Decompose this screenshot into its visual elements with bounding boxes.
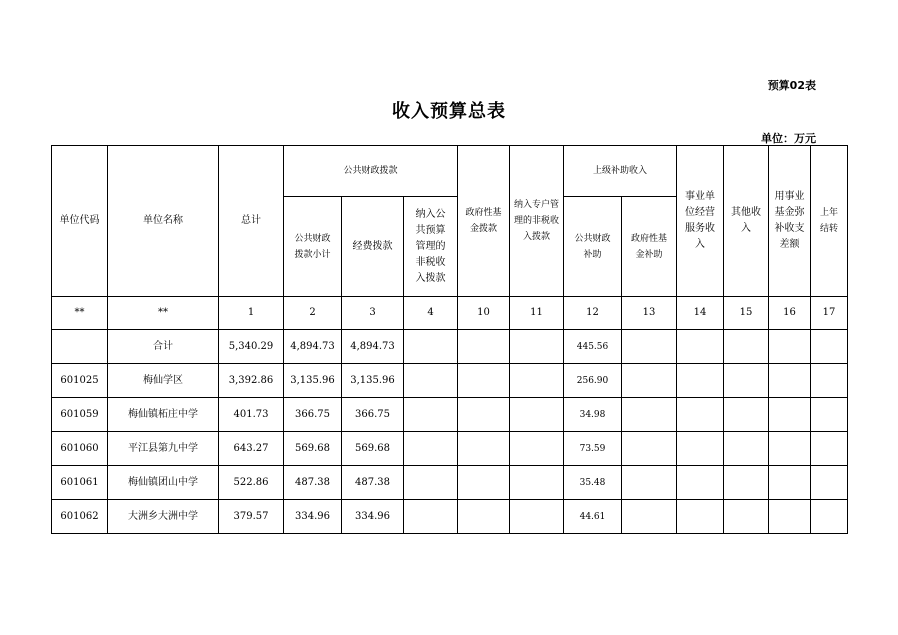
empty-cell [769, 466, 811, 500]
table-row [52, 466, 848, 500]
subtotal-value: 366.75 [284, 398, 342, 432]
empty-cell [811, 432, 848, 466]
table-row [52, 398, 848, 432]
empty-cell [677, 398, 724, 432]
empty-cell [724, 500, 769, 534]
header-business-service: 事业单位经营服务收入 [677, 146, 724, 297]
unit-code: 601060 [52, 432, 108, 466]
empty-cell [724, 466, 769, 500]
empty-cell [622, 398, 677, 432]
index-cell: 15 [724, 297, 769, 330]
header-non-tax: 纳入公共预算管理的非税收入拨款 [404, 197, 458, 297]
empty-cell [724, 398, 769, 432]
header-unit-code: 单位代码 [52, 146, 108, 297]
empty-cell [510, 500, 564, 534]
empty-cell [769, 330, 811, 364]
header-special-non-tax: 纳入专户管理的非税收入拨款 [510, 146, 564, 297]
income-budget-table [51, 145, 848, 534]
empty-cell [811, 330, 848, 364]
subtotal-value: 334.96 [284, 500, 342, 534]
subtotal-value: 4,894.73 [284, 330, 342, 364]
unit-name: 合计 [108, 330, 219, 364]
index-cell: 14 [677, 297, 724, 330]
index-cell: 17 [811, 297, 848, 330]
fund-value: 487.38 [342, 466, 404, 500]
empty-cell [458, 330, 510, 364]
empty-cell [510, 364, 564, 398]
empty-cell [811, 466, 848, 500]
empty-cell [458, 500, 510, 534]
index-cell: 10 [458, 297, 510, 330]
subtotal-value: 569.68 [284, 432, 342, 466]
fund-value: 3,135.96 [342, 364, 404, 398]
unit-label: 单位：万元 [761, 132, 816, 145]
superior-public-value: 256.90 [564, 364, 622, 398]
empty-cell [677, 466, 724, 500]
header-prior-year: 上年结转 [811, 146, 848, 297]
empty-cell [622, 466, 677, 500]
empty-cell [404, 500, 458, 534]
index-cell: 4 [404, 297, 458, 330]
header-fund-balance: 用事业基金弥补收支差额 [769, 146, 811, 297]
unit-name: 梅仙学区 [108, 364, 219, 398]
table-row [52, 330, 848, 364]
empty-cell [622, 432, 677, 466]
superior-public-value: 445.56 [564, 330, 622, 364]
index-cell: 16 [769, 297, 811, 330]
empty-cell [458, 466, 510, 500]
header-public-finance: 公共财政拨款 [284, 146, 458, 197]
total-value: 3,392.86 [219, 364, 284, 398]
empty-cell [458, 398, 510, 432]
fund-value: 334.96 [342, 500, 404, 534]
index-cell: 13 [622, 297, 677, 330]
index-cell: 11 [510, 297, 564, 330]
unit-code: 601061 [52, 466, 108, 500]
header-public-finance-subtotal: 公共财政拨款小计 [284, 197, 342, 297]
total-value: 401.73 [219, 398, 284, 432]
empty-cell [404, 398, 458, 432]
empty-cell [458, 432, 510, 466]
empty-cell [811, 398, 848, 432]
empty-cell [622, 330, 677, 364]
empty-cell [677, 500, 724, 534]
table-row [52, 500, 848, 534]
superior-public-value: 44.61 [564, 500, 622, 534]
unit-name: 大洲乡大洲中学 [108, 500, 219, 534]
unit-code: 601059 [52, 398, 108, 432]
index-cell: ** [108, 297, 219, 330]
fund-value: 569.68 [342, 432, 404, 466]
unit-code: 601025 [52, 364, 108, 398]
empty-cell [769, 398, 811, 432]
empty-cell [677, 364, 724, 398]
table-row [52, 364, 848, 398]
subtotal-value: 487.38 [284, 466, 342, 500]
unit-name: 梅仙镇柘庄中学 [108, 398, 219, 432]
empty-cell [811, 500, 848, 534]
table-row [52, 432, 848, 466]
index-cell: 1 [219, 297, 284, 330]
empty-cell [510, 432, 564, 466]
superior-public-value: 34.98 [564, 398, 622, 432]
empty-cell [510, 398, 564, 432]
unit-name: 梅仙镇团山中学 [108, 466, 219, 500]
empty-cell [404, 432, 458, 466]
unit-code: 601062 [52, 500, 108, 534]
empty-cell [769, 432, 811, 466]
unit-name: 平江县第九中学 [108, 432, 219, 466]
empty-cell [724, 330, 769, 364]
empty-cell [811, 364, 848, 398]
total-value: 643.27 [219, 432, 284, 466]
fund-value: 366.75 [342, 398, 404, 432]
header-total: 总计 [219, 146, 284, 297]
index-cell: 3 [342, 297, 404, 330]
header-superior-public: 公共财政补助 [564, 197, 622, 297]
index-cell: 12 [564, 297, 622, 330]
empty-cell [404, 330, 458, 364]
empty-cell [769, 500, 811, 534]
total-value: 379.57 [219, 500, 284, 534]
subtotal-value: 3,135.96 [284, 364, 342, 398]
empty-cell [510, 466, 564, 500]
header-gov-fund: 政府性基金拨款 [458, 146, 510, 297]
empty-cell [677, 330, 724, 364]
header-superior-subsidy: 上级补助收入 [564, 146, 677, 197]
empty-cell [724, 364, 769, 398]
header-fund: 经费拨款 [342, 197, 404, 297]
page-title: 收入预算总表 [392, 101, 506, 122]
superior-public-value: 73.59 [564, 432, 622, 466]
header-other-income: 其他收入 [724, 146, 769, 297]
empty-cell [404, 466, 458, 500]
empty-cell [622, 500, 677, 534]
empty-cell [622, 364, 677, 398]
total-value: 522.86 [219, 466, 284, 500]
form-number: 预算02表 [767, 79, 816, 92]
empty-cell [677, 432, 724, 466]
header-unit-name: 单位名称 [108, 146, 219, 297]
header-superior-gov-fund: 政府性基金补助 [622, 197, 677, 297]
superior-public-value: 35.48 [564, 466, 622, 500]
empty-cell [724, 432, 769, 466]
total-value: 5,340.29 [219, 330, 284, 364]
fund-value: 4,894.73 [342, 330, 404, 364]
unit-code [52, 330, 108, 364]
empty-cell [404, 364, 458, 398]
empty-cell [458, 364, 510, 398]
index-cell: 2 [284, 297, 342, 330]
empty-cell [510, 330, 564, 364]
empty-cell [769, 364, 811, 398]
index-cell: ** [52, 297, 108, 330]
